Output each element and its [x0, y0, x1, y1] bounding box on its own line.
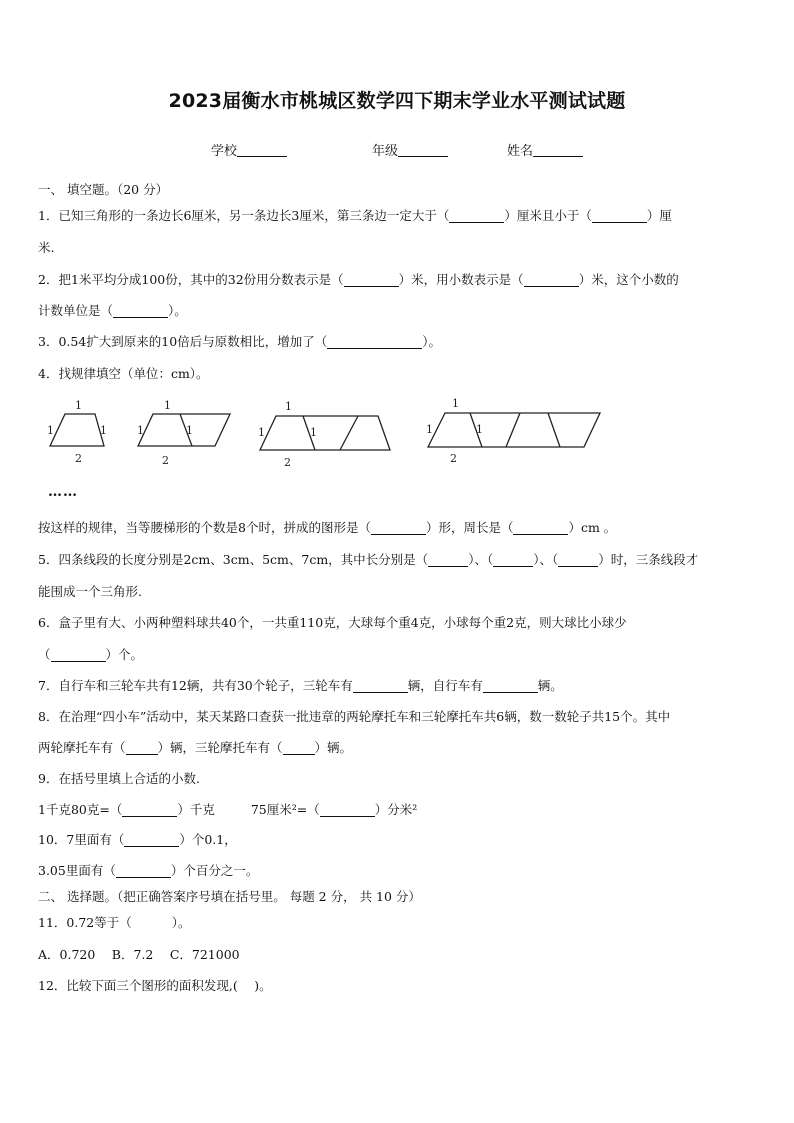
q1-blank-2[interactable]	[592, 209, 647, 223]
section-1-heading: 一、 填空题。（20 分）	[38, 182, 169, 197]
q3-blank[interactable]	[327, 335, 422, 349]
grade-blank[interactable]	[398, 143, 448, 157]
ellipsis-dots: ……	[48, 484, 78, 500]
q11-text-a: 11．0.72等于（	[38, 915, 132, 930]
q4-text-c: ）形，周长是（	[425, 520, 514, 535]
question-4-cont	[38, 520, 616, 536]
grade-label: 年级	[372, 144, 399, 159]
question-1-cont: 米.	[38, 240, 55, 255]
section-2-heading: 二、 选择题。（把正确答案序号填在括号里。 每题 2 分， 共 10 分）	[38, 889, 421, 904]
q5-text-b: ）、（	[468, 552, 494, 567]
q5-blank-1[interactable]	[428, 553, 468, 567]
q8-text-d: ）辆。	[314, 740, 353, 755]
q3-text-b: ）。	[422, 334, 441, 349]
q2-text-d: 计数单位是（	[38, 303, 114, 318]
q2-blank-2[interactable]	[524, 273, 579, 287]
name-label: 姓名	[507, 144, 534, 159]
q4-blank-1[interactable]	[371, 521, 426, 535]
q7-text-b: 辆，自行车有	[407, 678, 483, 693]
q9-text-d: 75厘米²=（	[250, 802, 320, 817]
question-10	[38, 832, 237, 848]
question-5-cont: 能围成一个三角形.	[38, 584, 142, 599]
q8-text-c: ）辆，三轮摩托车有（	[157, 740, 283, 755]
q2-blank-3[interactable]	[113, 304, 168, 318]
q11-text-b: ）。	[171, 915, 191, 930]
q10-text-d: ）个百分之一。	[170, 863, 259, 878]
q2-text-a: 2．把1米平均分成100份，其中的32份用分数表示是（	[38, 272, 344, 287]
q8-blank-2[interactable]	[283, 741, 315, 755]
school-label: 学校	[211, 144, 238, 159]
figure-label-bottom: 2	[450, 452, 457, 465]
q8-blank-1[interactable]	[126, 741, 158, 755]
q4-blank-2[interactable]	[513, 521, 568, 535]
school-field	[211, 140, 287, 159]
q1-text-a: 1．已知三角形的一条边长6厘米，另一条边长3厘米，第三条边一定大于（	[38, 208, 450, 223]
question-11	[38, 915, 191, 931]
q9-blank-1[interactable]	[122, 803, 177, 817]
question-8: 8．在治理“四小车”活动中，某天某路口查获一批违章的两轮摩托车和三轮摩托车共6辆，数一数轮子共15个。其中	[38, 709, 671, 724]
trapezoid-pattern-figure	[40, 396, 620, 476]
figure-label-side: 1	[100, 424, 107, 437]
page-title: 2023届衡水市桃城区数学四下期末学业水平测试试题	[168, 90, 626, 112]
q7-blank-1[interactable]	[353, 679, 408, 693]
trapezoid-figure-4	[426, 397, 600, 465]
figure-label-top: 1	[452, 397, 459, 410]
q6-text-b: （	[38, 647, 51, 662]
q5-text-a: 5．四条线段的长度分别是2cm、3cm、5cm、7cm，其中长分别是（	[38, 552, 429, 567]
figure-label-top: 1	[75, 399, 82, 412]
q4-text-d: ）cm 。	[568, 520, 617, 535]
q7-text-c: 辆。	[537, 678, 563, 693]
q8-text-b: 两轮摩托车有（	[38, 740, 126, 755]
question-7	[38, 678, 563, 694]
figure-label-side: 1	[476, 423, 483, 436]
figure-label-side: 1	[47, 424, 54, 437]
figure-label-top: 1	[285, 400, 292, 413]
question-2	[38, 272, 679, 288]
q9-text-c: ）千克	[177, 802, 215, 817]
q5-text-d: ）时，三条线段才	[598, 552, 699, 567]
question-8-cont	[38, 740, 352, 756]
q5-blank-2[interactable]	[493, 553, 533, 567]
trapezoid-figure-3	[258, 400, 390, 469]
question-2-cont	[38, 303, 187, 319]
question-3	[38, 334, 441, 350]
figure-label-bottom: 2	[284, 456, 291, 469]
q4-text-b: 按这样的规律，当等腰梯形的个数是8个时，拼成的图形是（	[38, 520, 371, 535]
question-9-cont	[38, 802, 417, 818]
figure-label-side: 1	[186, 424, 193, 437]
figure-label-bottom: 2	[162, 454, 169, 467]
question-1	[38, 208, 672, 224]
q6-text-c: ）个。	[105, 647, 144, 662]
grade-field	[372, 140, 448, 159]
question-10-cont	[38, 863, 258, 879]
q9-text-e: ）分米²	[374, 802, 418, 817]
q10-blank-1[interactable]	[124, 833, 179, 847]
q5-text-c: ）、（	[533, 552, 559, 567]
figure-label-side: 1	[426, 423, 433, 436]
school-blank[interactable]	[237, 143, 287, 157]
q2-text-c: ）米，这个小数的	[578, 272, 679, 287]
question-9: 9．在括号里填上合适的小数.	[38, 771, 200, 786]
q9-text-b: 1千克80克=（	[38, 802, 123, 817]
trapezoid-figure-2	[137, 399, 230, 467]
question-6: 6．盒子里有大、小两种塑料球共40个，一共重110克，大球每个重4克，小球每个重2克，则大球比小球少	[38, 615, 627, 630]
question-6-cont	[38, 647, 143, 663]
q3-text-a: 3．0.54扩大到原来的10倍后与原数相比，增加了（	[38, 334, 328, 349]
question-4: 4．找规律填空（单位：cm）。	[38, 366, 209, 381]
name-blank[interactable]	[533, 143, 583, 157]
q7-blank-2[interactable]	[483, 679, 538, 693]
q1-blank-1[interactable]	[449, 209, 504, 223]
q2-text-e: ）。	[168, 303, 187, 318]
trapezoid-figure-1	[47, 399, 107, 465]
q1-text-c: ）厘	[646, 208, 672, 223]
q1-text-b: ）厘米且小于（	[504, 208, 592, 223]
figure-label-side: 1	[310, 426, 317, 439]
q2-blank-1[interactable]	[344, 273, 399, 287]
question-12: 12．比较下面三个图形的面积发现,( )。	[38, 978, 272, 993]
figure-label-side: 1	[137, 424, 144, 437]
name-field	[507, 140, 583, 159]
q2-text-b: ）米，用小数表示是（	[398, 272, 524, 287]
q7-text-a: 7．自行车和三轮车共有12辆，共有30个轮子，三轮车有	[38, 678, 353, 693]
q9-blank-2[interactable]	[320, 803, 375, 817]
q10-text-a: 10．7里面有（	[38, 832, 125, 847]
figure-label-side: 1	[258, 426, 265, 439]
q5-blank-3[interactable]	[558, 553, 598, 567]
q10-text-c: 3.05里面有（	[38, 863, 116, 878]
figure-label-top: 1	[164, 399, 171, 412]
question-11-options: A．0.720 B．7.2 C．721000	[38, 947, 240, 962]
q10-blank-2[interactable]	[116, 864, 171, 878]
figure-label-bottom: 2	[75, 452, 82, 465]
q6-blank[interactable]	[51, 648, 106, 662]
q10-text-b: ）个0.1，	[179, 832, 237, 847]
question-5	[38, 552, 698, 568]
